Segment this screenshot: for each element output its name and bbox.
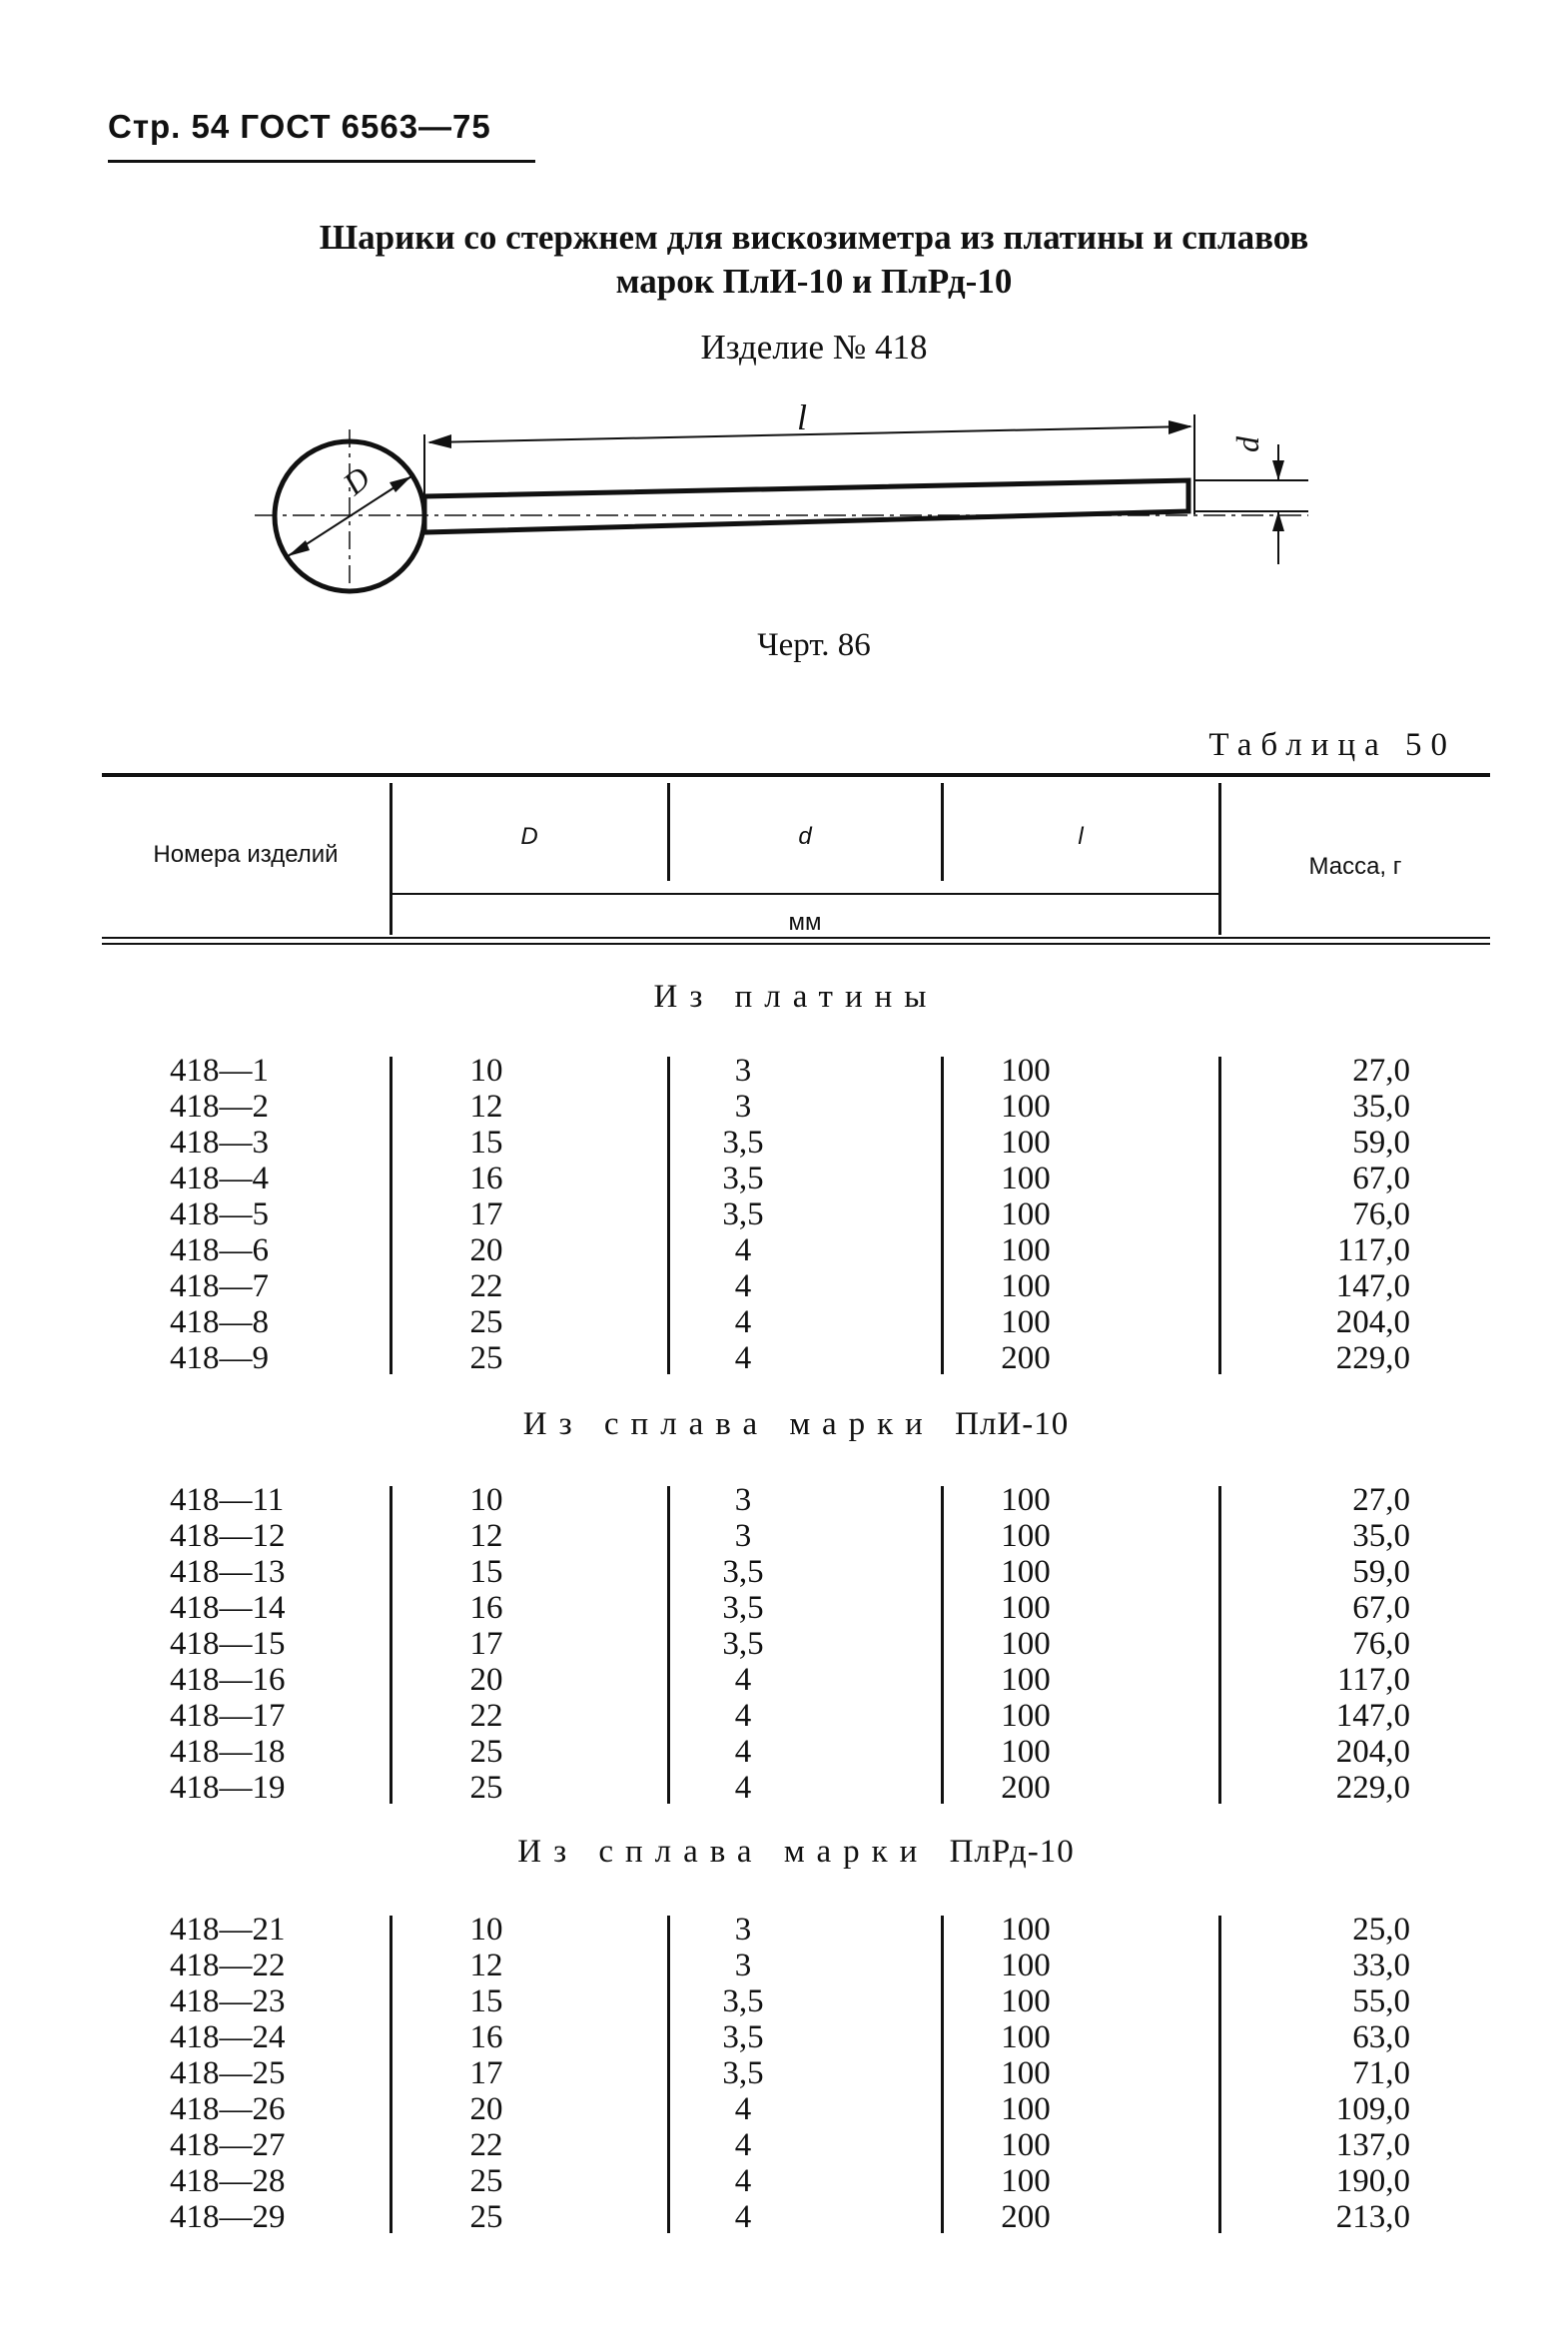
table-row xyxy=(102,2127,1490,2163)
table-row xyxy=(102,1590,1490,1626)
table-row xyxy=(102,1340,1490,1376)
cell-number: 418—14 xyxy=(170,1590,286,1626)
section-title-platinum: Из платины xyxy=(653,979,939,1015)
cell-d: 4 xyxy=(734,1340,752,1376)
header-l: l xyxy=(1078,823,1084,850)
header-unit-mm: мм xyxy=(788,909,822,936)
cell-d: 3 xyxy=(734,1053,752,1089)
table-row xyxy=(102,1948,1490,1983)
cell-d: 4 xyxy=(734,1268,752,1304)
cell-D: 25 xyxy=(469,2163,503,2199)
header-bottom-rule xyxy=(102,943,1490,945)
header-bottom-rule xyxy=(102,937,1490,939)
table-row xyxy=(102,1304,1490,1340)
table-row xyxy=(102,1626,1490,1662)
cell-d: 4 xyxy=(734,2163,752,2199)
cell-mass: 27,0 xyxy=(1352,1482,1410,1518)
table-row xyxy=(102,1232,1490,1268)
cell-D: 12 xyxy=(469,1948,503,1983)
cell-D: 17 xyxy=(469,1626,503,1662)
cell-d: 4 xyxy=(734,1698,752,1734)
cell-mass: 147,0 xyxy=(1335,1698,1410,1734)
table-row xyxy=(102,2091,1490,2127)
cell-number: 418—16 xyxy=(170,1662,286,1698)
cell-mass: 147,0 xyxy=(1335,1268,1410,1304)
cell-d: 3 xyxy=(734,1948,752,1983)
cell-mass: 229,0 xyxy=(1335,1770,1410,1806)
cell-D: 16 xyxy=(469,2019,503,2055)
cell-D: 20 xyxy=(469,1232,503,1268)
cell-D: 20 xyxy=(469,2091,503,2127)
cell-number: 418—1 xyxy=(170,1053,269,1089)
cell-D: 25 xyxy=(469,1340,503,1376)
cell-mass: 63,0 xyxy=(1352,2019,1410,2055)
product-label: Изделие № 418 xyxy=(700,328,928,367)
cell-d: 3,5 xyxy=(722,1125,764,1161)
cell-mass: 76,0 xyxy=(1352,1196,1410,1232)
dimension-label-D: D xyxy=(336,458,378,502)
cell-number: 418—23 xyxy=(170,1983,286,2019)
cell-d: 3,5 xyxy=(722,2019,764,2055)
cell-D: 20 xyxy=(469,1662,503,1698)
table-row xyxy=(102,1518,1490,1554)
cell-l: 100 xyxy=(1001,1912,1051,1948)
cell-l: 100 xyxy=(1001,2127,1051,2163)
cell-D: 12 xyxy=(469,1518,503,1554)
cell-D: 25 xyxy=(469,1734,503,1770)
cell-number: 418—9 xyxy=(170,1340,269,1376)
ball-with-rod-drawing xyxy=(250,394,1328,594)
cell-l: 100 xyxy=(1001,1125,1051,1161)
cell-number: 418—22 xyxy=(170,1948,286,1983)
cell-number: 418—21 xyxy=(170,1912,286,1948)
cell-l: 100 xyxy=(1001,1626,1051,1662)
table-row xyxy=(102,1125,1490,1161)
cell-number: 418—17 xyxy=(170,1698,286,1734)
table-row xyxy=(102,1089,1490,1125)
data-table xyxy=(102,767,1490,2235)
cell-l: 100 xyxy=(1001,1482,1051,1518)
cell-d: 4 xyxy=(734,2199,752,2235)
cell-D: 25 xyxy=(469,2199,503,2235)
cell-D: 15 xyxy=(469,1983,503,2019)
cell-number: 418—12 xyxy=(170,1518,286,1554)
cell-d: 3,5 xyxy=(722,1196,764,1232)
cell-d: 3,5 xyxy=(722,1554,764,1590)
cell-D: 22 xyxy=(469,2127,503,2163)
cell-d: 4 xyxy=(734,2091,752,2127)
cell-mass: 204,0 xyxy=(1335,1304,1410,1340)
dimension-label-l: l xyxy=(797,397,808,437)
table-row xyxy=(102,1554,1490,1590)
cell-d: 3,5 xyxy=(722,1983,764,2019)
document-title-line-2: марок ПлИ-10 и ПлРд-10 xyxy=(615,262,1013,301)
cell-l: 100 xyxy=(1001,1662,1051,1698)
drawing-caption: Черт. 86 xyxy=(757,627,871,663)
cell-D: 17 xyxy=(469,1196,503,1232)
header-D: D xyxy=(520,823,538,850)
table-row xyxy=(102,1734,1490,1770)
cell-number: 418—4 xyxy=(170,1161,269,1196)
cell-D: 15 xyxy=(469,1125,503,1161)
section-title-pli-10: Из сплава марки ПлИ-10 xyxy=(522,1406,1070,1442)
cell-d: 4 xyxy=(734,1662,752,1698)
cell-mass: 59,0 xyxy=(1352,1125,1410,1161)
cell-mass: 213,0 xyxy=(1335,2199,1410,2235)
cell-d: 3 xyxy=(734,1518,752,1554)
cell-l: 100 xyxy=(1001,1053,1051,1089)
cell-d: 4 xyxy=(734,2127,752,2163)
dimension-label-d: d xyxy=(1229,436,1265,452)
table-row xyxy=(102,1482,1490,1518)
table-label: Таблица 50 xyxy=(1208,727,1456,763)
table-row xyxy=(102,1770,1490,1806)
cell-mass: 117,0 xyxy=(1336,1662,1410,1698)
table-row xyxy=(102,1053,1490,1089)
cell-number: 418—19 xyxy=(170,1770,286,1806)
document-title-line-1: Шарики со стержнем для вискозиметра из платины и сплавов xyxy=(319,218,1309,257)
cell-number: 418—6 xyxy=(170,1232,269,1268)
cell-mass: 67,0 xyxy=(1352,1590,1410,1626)
cell-mass: 33,0 xyxy=(1352,1948,1410,1983)
cell-D: 25 xyxy=(469,1304,503,1340)
cell-l: 100 xyxy=(1001,1268,1051,1304)
cell-mass: 229,0 xyxy=(1335,1340,1410,1376)
cell-number: 418—3 xyxy=(170,1125,269,1161)
cell-D: 10 xyxy=(469,1053,503,1089)
cell-mass: 25,0 xyxy=(1352,1912,1410,1948)
cell-mass: 109,0 xyxy=(1335,2091,1410,2127)
cell-number: 418—28 xyxy=(170,2163,286,2199)
cell-mass: 27,0 xyxy=(1352,1053,1410,1089)
header-item-numbers: Номера изделий xyxy=(153,841,339,868)
section-title-plrd-10: Из сплава марки ПлРд-10 xyxy=(517,1834,1075,1870)
cell-l: 100 xyxy=(1001,2019,1051,2055)
cell-l: 100 xyxy=(1001,1232,1051,1268)
table-row xyxy=(102,1662,1490,1698)
header-rule xyxy=(108,160,535,163)
cell-number: 418—27 xyxy=(170,2127,286,2163)
page-header: Стр. 54 ГОСТ 6563—75 xyxy=(108,108,491,145)
cell-l: 100 xyxy=(1001,1518,1051,1554)
cell-d: 3 xyxy=(734,1912,752,1948)
cell-number: 418—24 xyxy=(170,2019,286,2055)
table-row xyxy=(102,1161,1490,1196)
cell-number: 418—8 xyxy=(170,1304,269,1340)
cell-D: 10 xyxy=(469,1912,503,1948)
cell-d: 4 xyxy=(734,1770,752,1806)
cell-number: 418—15 xyxy=(170,1626,286,1662)
cell-l: 100 xyxy=(1001,1554,1051,1590)
cell-number: 418—11 xyxy=(170,1482,285,1518)
cell-number: 418—2 xyxy=(170,1089,269,1125)
cell-D: 16 xyxy=(469,1590,503,1626)
cell-number: 418—5 xyxy=(170,1196,269,1232)
cell-l: 100 xyxy=(1001,2055,1051,2091)
cell-d: 4 xyxy=(734,1232,752,1268)
cell-D: 25 xyxy=(469,1770,503,1806)
cell-D: 15 xyxy=(469,1554,503,1590)
cell-l: 100 xyxy=(1001,1948,1051,1983)
cell-number: 418—13 xyxy=(170,1554,286,1590)
cell-l: 100 xyxy=(1001,1734,1051,1770)
cell-mass: 117,0 xyxy=(1336,1232,1410,1268)
unit-separator xyxy=(392,893,1218,895)
cell-number: 418—7 xyxy=(170,1268,269,1304)
cell-d: 3 xyxy=(734,1482,752,1518)
table-row xyxy=(102,2199,1490,2235)
cell-d: 3,5 xyxy=(722,2055,764,2091)
cell-l: 200 xyxy=(1001,1770,1051,1806)
cell-number: 418—29 xyxy=(170,2199,286,2235)
table-row xyxy=(102,1268,1490,1304)
cell-D: 22 xyxy=(469,1268,503,1304)
cell-l: 100 xyxy=(1001,1983,1051,2019)
cell-l: 100 xyxy=(1001,1590,1051,1626)
cell-d: 3 xyxy=(734,1089,752,1125)
cell-l: 100 xyxy=(1001,1089,1051,1125)
header-d: d xyxy=(798,823,812,850)
cell-mass: 204,0 xyxy=(1335,1734,1410,1770)
table-row xyxy=(102,2055,1490,2091)
cell-number: 418—18 xyxy=(170,1734,286,1770)
cell-number: 418—26 xyxy=(170,2091,286,2127)
cell-mass: 67,0 xyxy=(1352,1161,1410,1196)
cell-l: 100 xyxy=(1001,1304,1051,1340)
rod-shape xyxy=(424,480,1188,532)
cell-D: 17 xyxy=(469,2055,503,2091)
cell-mass: 190,0 xyxy=(1335,2163,1410,2199)
table-row xyxy=(102,1698,1490,1734)
cell-l: 100 xyxy=(1001,2091,1051,2127)
cell-l: 200 xyxy=(1001,2199,1051,2235)
cell-mass: 55,0 xyxy=(1352,1983,1410,2019)
cell-number: 418—25 xyxy=(170,2055,286,2091)
cell-l: 100 xyxy=(1001,2163,1051,2199)
table-row xyxy=(102,1983,1490,2019)
cell-l: 200 xyxy=(1001,1340,1051,1376)
cell-mass: 76,0 xyxy=(1352,1626,1410,1662)
cell-D: 12 xyxy=(469,1089,503,1125)
cell-d: 3,5 xyxy=(722,1161,764,1196)
cell-mass: 35,0 xyxy=(1352,1518,1410,1554)
cell-mass: 137,0 xyxy=(1335,2127,1410,2163)
cell-d: 3,5 xyxy=(722,1626,764,1662)
cell-d: 4 xyxy=(734,1734,752,1770)
cell-mass: 71,0 xyxy=(1352,2055,1410,2091)
cell-mass: 59,0 xyxy=(1352,1554,1410,1590)
table-row xyxy=(102,2163,1490,2199)
header-mass: Масса, г xyxy=(1308,853,1402,880)
cell-d: 3,5 xyxy=(722,1590,764,1626)
cell-D: 22 xyxy=(469,1698,503,1734)
table-top-rule xyxy=(102,773,1490,777)
table-row xyxy=(102,1912,1490,1948)
cell-d: 4 xyxy=(734,1304,752,1340)
cell-l: 100 xyxy=(1001,1698,1051,1734)
cell-D: 10 xyxy=(469,1482,503,1518)
table-row xyxy=(102,1196,1490,1232)
cell-l: 100 xyxy=(1001,1161,1051,1196)
cell-D: 16 xyxy=(469,1161,503,1196)
cell-mass: 35,0 xyxy=(1352,1089,1410,1125)
table-row xyxy=(102,2019,1490,2055)
cell-l: 100 xyxy=(1001,1196,1051,1232)
